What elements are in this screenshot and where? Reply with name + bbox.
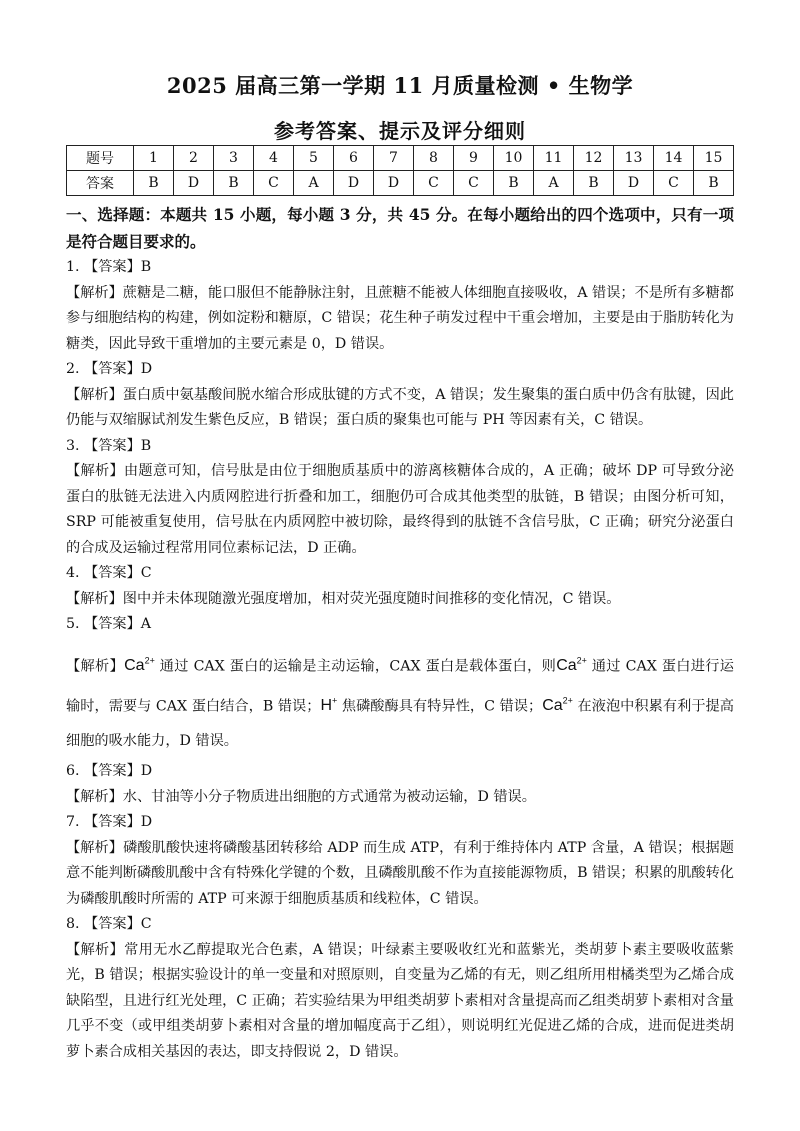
q2-explanation: 【解析】蛋白质中氨基酸间脱水缩合形成肽键的方式不变，A 错误；发生聚集的蛋白质中仍含有肽键，因此仍能与双缩脲试剂发生紫色反应，B 错误；蛋白质的聚集也可能与 PH 等因素有关，C 错误。 (66, 386, 734, 428)
question-number-cell: 6 (334, 146, 374, 171)
question-number-cell: 10 (494, 146, 534, 171)
answer-cell: D (334, 171, 374, 196)
row-label-answer: 答案 (67, 171, 134, 196)
answer-key-table (66, 145, 734, 196)
answer-cell: A (534, 171, 574, 196)
hydrogen-ion (320, 697, 337, 714)
q7-answer: 7. 【答案】D (66, 814, 153, 831)
answer-cell: B (214, 171, 254, 196)
question-number-cell: 12 (574, 146, 614, 171)
answer-cell: A (294, 171, 334, 196)
question-number-cell: 1 (134, 146, 174, 171)
answer-cell: C (414, 171, 454, 196)
q5-explanation (66, 644, 734, 760)
q6-explanation: 【解析】水、甘油等小分子物质进出细胞的方式通常为被动运输，D 错误。 (66, 788, 536, 805)
answer-cell: C (654, 171, 694, 196)
calcium-charge: 2+ (576, 655, 587, 666)
answer-cell: B (574, 171, 614, 196)
calcium-ion (542, 697, 573, 714)
q5-exp-part2: 通过 CAX 蛋白进行运输时，需要与 CAX 蛋白结合，B 错误； (66, 657, 734, 715)
q1-answer: 1. 【答案】B (66, 259, 152, 275)
explanations-body (66, 201, 734, 1065)
question-number-cell: 5 (294, 146, 334, 171)
question-number-cell: 8 (414, 146, 454, 171)
question-number-cell: 3 (214, 146, 254, 171)
question-number-cell: 9 (454, 146, 494, 171)
question-number-cell: 15 (694, 146, 734, 171)
answer-cell: B (694, 171, 734, 196)
answer-cell: C (454, 171, 494, 196)
row-label-question-number: 题号 (67, 146, 134, 171)
q4-explanation: 【解析】图中并未体现随激光强度增加，相对荧光强度随时间推移的变化情况，C 错误。 (66, 590, 621, 607)
q5-exp-prefix: 【解析】 (66, 657, 125, 674)
question-number-cell: 14 (654, 146, 694, 171)
question-number-cell: 4 (254, 146, 294, 171)
q1-explanation: 【解析】蔗糖是二糖，能口服但不能静脉注射，且蔗糖不能被人体细胞直接吸收，A 错误；不是所有多糖都参与细胞结构的构建，例如淀粉和糖原，C 错误；花生种子萌发过程中干重会增加，主要是由于脂肪转化为糖类，因此导致干重增加的主要元素是 0，D 错误。 (66, 284, 734, 352)
question-number-cell: 7 (374, 146, 414, 171)
q5-exp-part4: 在液泡中积累有利于提高细胞的吸水能力，D 错误。 (66, 698, 734, 750)
q3-answer: 3. 【答案】B (66, 437, 152, 454)
answer-cell: C (254, 171, 294, 196)
q7-explanation: 【解析】磷酸肌酸快速将磷酸基团转移给 ADP 而生成 ATP，有利于维持体内 ATP 含量，A 错误；根据题意不能判断磷酸肌酸中含有特殊化学键的个数，且磷酸肌酸不作为直接能源物质，B 错误；积累的肌酸转化为磷酸肌酸时所需的 ATP 可来源于细胞质基质和线粒体，C 错误。 (66, 839, 734, 907)
calcium-symbol: Ca (124, 656, 145, 674)
answer-cell: D (374, 171, 414, 196)
question-number-cell: 11 (534, 146, 574, 171)
calcium-symbol: Ca (556, 656, 577, 674)
page-title: 2025 届高三第一学期 11 月质量检测 • 生物学 (166, 73, 634, 98)
section-heading: 一、选择题：本题共 15 小题，每小题 3 分，共 45 分。在每小题给出的四个选项中，只有一项是符合题目要求的。 (66, 205, 734, 251)
question-number-cell: 2 (174, 146, 214, 171)
q2-answer: 2. 【答案】D (66, 361, 153, 377)
answer-cell: D (614, 171, 654, 196)
answer-row (67, 171, 734, 196)
answer-cell: D (174, 171, 214, 196)
q4-answer: 4. 【答案】C (66, 565, 152, 581)
q8-answer: 8. 【答案】C (66, 916, 152, 933)
q3-explanation: 【解析】由题意可知，信号肽是由位于细胞质基质中的游离核糖体合成的，A 正确；破坏 DP 可导致分泌蛋白的肽链无法进入内质网腔进行折叠和加工，细胞仍可合成其他类型的肽链，B 错误；由图分析可知，SRP 可能被重复使用，信号肽在内质网腔中被切除，最终得到的肽链不含信号肽，C 正确；研究分泌蛋白的合成及运输过程常用同位素标记法，D 正确。 (66, 463, 734, 556)
q6-answer: 6. 【答案】D (66, 763, 153, 780)
calcium-charge: 2+ (144, 655, 155, 666)
question-number-row (67, 146, 734, 171)
answer-cell: B (134, 171, 174, 196)
q8-explanation: 【解析】常用无水乙醇提取光合色素，A 错误；叶绿素主要吸收红光和蓝紫光，类胡萝卜素主要吸收蓝紫光，B 错误；根据实验设计的单一变量和对照原则，自变量为乙烯的有无，则乙组所用柑橘类型为乙烯合成缺陷型，且进行红光处理，C 正确；若实验结果为甲组类胡萝卜素相对含量提高而乙组类胡萝卜素相对含量几乎不变（或甲组类胡萝卜素相对含量的增加幅度高于乙组），则说明红光促进乙烯的合成，进而促进类胡萝卜素合成相关基因的表达，即支持假说 2，D 错误。 (66, 941, 734, 1060)
q5-answer: 5. 【答案】A (66, 616, 152, 632)
question-number-cell: 13 (614, 146, 654, 171)
calcium-ion (556, 657, 587, 674)
hydrogen-charge: + (332, 695, 338, 706)
page-subtitle: 参考答案、提示及评分细则 (274, 119, 526, 143)
answer-cell: B (494, 171, 534, 196)
calcium-symbol: Ca (542, 697, 563, 715)
hydrogen-symbol: H (320, 697, 333, 715)
calcium-ion (124, 657, 155, 674)
q5-exp-part1: 通过 CAX 蛋白的运输是主动运输，CAX 蛋白是载体蛋白，则 (154, 657, 557, 674)
calcium-charge: 2+ (562, 695, 573, 706)
q5-exp-part3: 焦磷酸酶具有特异性，C 错误； (337, 698, 543, 715)
